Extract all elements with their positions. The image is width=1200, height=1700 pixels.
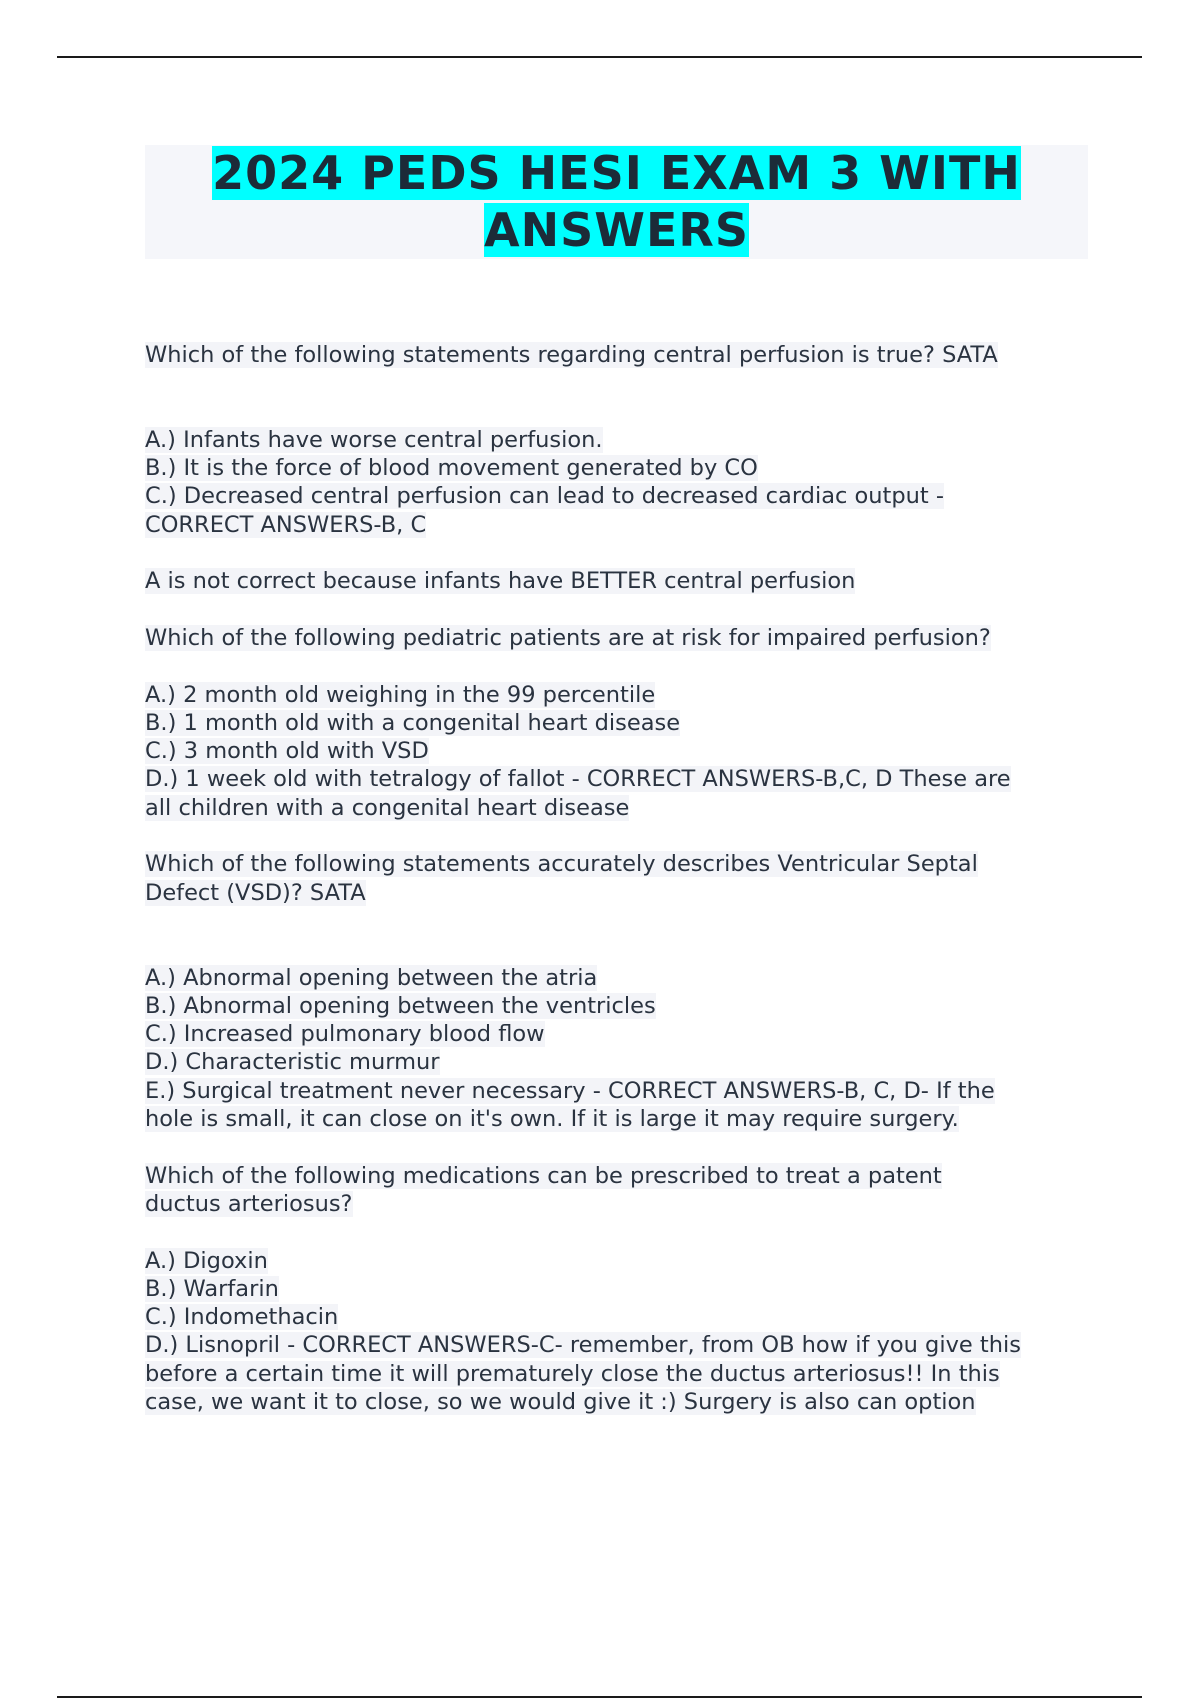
q1-option-b: B.) It is the force of blood movement generated by CO: [145, 455, 758, 482]
q4-answer-note-2: case, we want it to close, so we would give it :) Surgery is also can option: [145, 1388, 976, 1415]
q4-option-b: B.) Warfarin: [145, 1275, 279, 1302]
q2-option-a: A.) 2 month old weighing in the 99 percentile: [145, 681, 656, 708]
q1-answer: CORRECT ANSWERS-B, C: [145, 511, 427, 538]
top-rule: [57, 56, 1142, 58]
q3-answer-note: hole is small, it can close on it's own. If it is large it may require surgery.: [145, 1106, 959, 1133]
q1-option-a: A.) Infants have worse central perfusion.: [145, 426, 603, 453]
q3-option-e: E.) Surgical treatment never necessary - CORRECT ANSWERS-B, C, D- If the: [145, 1077, 995, 1104]
question-2: Which of the following pediatric patients are at risk for impaired perfusion?: [145, 624, 991, 651]
page-title: [145, 145, 1088, 259]
q2-option-c: C.) 3 month old with VSD: [145, 738, 429, 765]
q3-option-c: C.) Increased pulmonary blood flow: [145, 1021, 545, 1048]
q4-option-a: A.) Digoxin: [145, 1247, 268, 1274]
bottom-rule: [57, 1696, 1142, 1698]
q3-option-a: A.) Abnormal opening between the atria: [145, 964, 598, 991]
title-box: [145, 145, 1088, 259]
q4-option-c: C.) Indomethacin: [145, 1304, 339, 1331]
q2-option-d: D.) 1 week old with tetralogy of fallot - CORRECT ANSWERS-B,C, D These are: [145, 766, 1011, 793]
document-body: [145, 341, 1095, 1416]
q2-option-b: B.) 1 month old with a congenital heart disease: [145, 709, 681, 736]
q1-option-c: C.) Decreased central perfusion can lead to decreased cardiac output -: [145, 483, 945, 510]
title-line-1: 2024 PEDS HESI EXAM 3 WITH: [212, 146, 1021, 200]
q2-answer-note: all children with a congenital heart disease: [145, 794, 630, 821]
q4-answer-note-1: before a certain time it will prematurely close the ductus arteriosus!! In this: [145, 1360, 1000, 1387]
q4-option-d: D.) Lisnopril - CORRECT ANSWERS-C- remember, from OB how if you give this: [145, 1332, 1021, 1359]
question-1: Which of the following statements regarding central perfusion is true? SATA: [145, 342, 998, 368]
title-line-2: ANSWERS: [484, 203, 749, 257]
question-4-line-2: ductus arteriosus?: [145, 1190, 353, 1217]
question-4-line-1: Which of the following medications can be prescribed to treat a patent: [145, 1162, 942, 1189]
q1-rationale: A is not correct because infants have BETTER central perfusion: [145, 568, 856, 595]
q3-option-b: B.) Abnormal opening between the ventricles: [145, 992, 656, 1019]
question-3-line-2: Defect (VSD)? SATA: [145, 879, 366, 906]
q3-option-d: D.) Characteristic murmur: [145, 1049, 440, 1076]
question-3-line-1: Which of the following statements accurately describes Ventricular Septal: [145, 851, 978, 878]
